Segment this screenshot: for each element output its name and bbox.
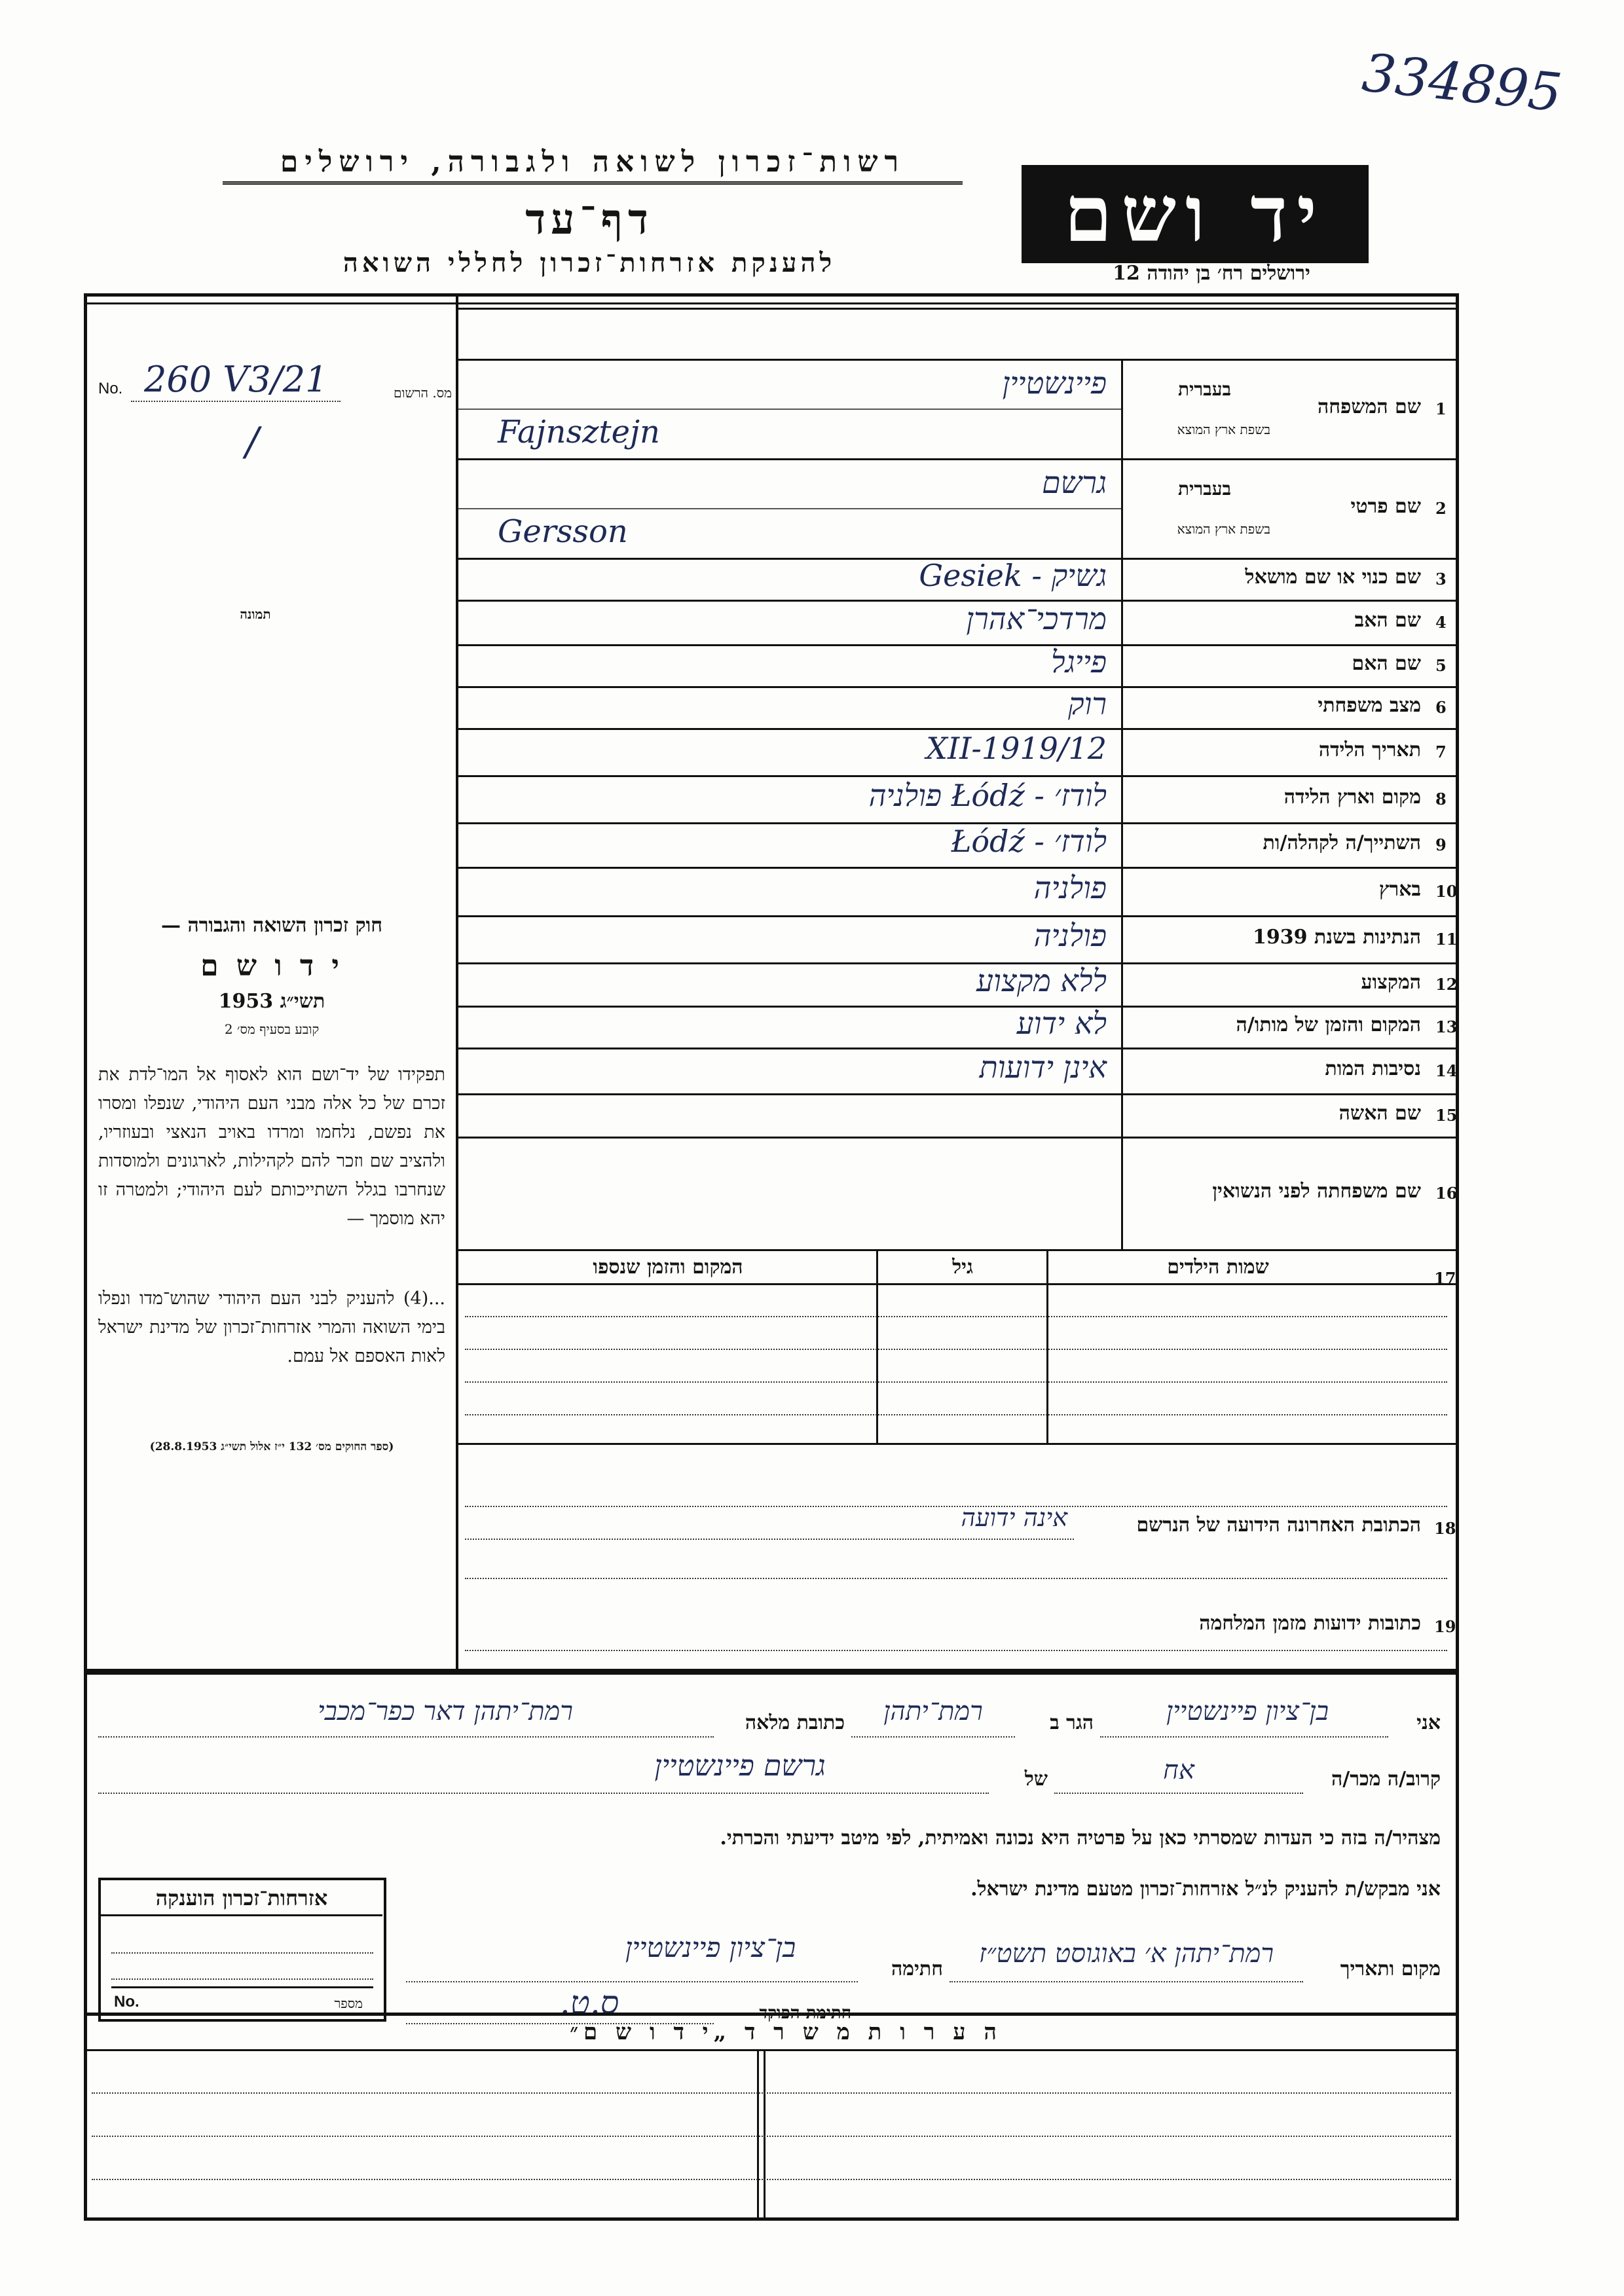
left-column-divider (456, 293, 458, 1672)
field-8-num: 8 (1435, 790, 1447, 809)
header-address: ירושלים רח׳ בן יהודה 12 (1113, 262, 1310, 285)
field-11-label: הנתינות בשנת 1939 (1252, 926, 1421, 949)
registration-mark: / (246, 419, 259, 465)
children-names-header: שמות הילדים (1167, 1256, 1269, 1279)
photo-label: תמונה (240, 606, 271, 622)
field-18-label: הכתובת האחרונה הידועה של הנרשם (1136, 1514, 1421, 1537)
place-date-value: רמת־יתהן א׳ באוגוסט תשט״ז (978, 1939, 1274, 1969)
law-paragraph-2: ...(4) להעניק לבני העם היהודי שהוש־מדו ונפלו בימי השואה והמרי אזרחות־זכרון של מדינת ישראל לאות האספם אל עמם. (98, 1288, 445, 1366)
field-13-num: 13 (1435, 1017, 1458, 1036)
field-6-label: מצב משפחתי (1318, 694, 1421, 717)
field-6-value: רוק (1068, 686, 1107, 721)
field-10-value: פולניה (1033, 870, 1107, 905)
children-num: 17 (1434, 1269, 1456, 1288)
field-2-sub-top: בעברית (1177, 478, 1231, 500)
law-name: י ד ו ש ם (200, 949, 343, 983)
field-4-num: 4 (1435, 613, 1447, 632)
field-5-num: 5 (1435, 656, 1447, 675)
field-2-sub-bottom: בשפת ארץ המוצא (1177, 521, 1270, 537)
field-14-rule (456, 1093, 1459, 1095)
signature-label: חתימה (891, 1958, 943, 1980)
resides-value: רמת־יתהן (883, 1696, 983, 1726)
field-5-label: שם האם (1352, 652, 1421, 675)
field-12-label: המקצוע (1361, 971, 1421, 994)
official-signature-value: ס.ט. (559, 1984, 619, 2022)
field-11-value: פולניה (1033, 918, 1107, 953)
field-12-num: 12 (1435, 975, 1458, 994)
law-clause: קובע בסעיף מס׳ 2 (224, 1021, 320, 1037)
law-source: (ספר החוקים מס׳ 132 י״ז אלול תשי״ג 28.8.1953) (149, 1440, 394, 1453)
field-14-label: נסיבות המות (1325, 1057, 1421, 1080)
law-year: תשי״ג 1953 (218, 990, 325, 1013)
field-10-rule (456, 915, 1459, 917)
official-signature-label: חתימת הפוקד (759, 2003, 851, 2023)
field-1-mid-rule (458, 409, 1121, 410)
field-1-value-hebrew: פיינשטיין (1002, 365, 1107, 401)
relation-value: אח (1163, 1755, 1194, 1785)
field-10-num: 10 (1435, 882, 1458, 901)
field-11-num: 11 (1435, 930, 1458, 949)
field-1-label: שם המשפחה (1317, 395, 1421, 418)
of-label: של (1024, 1768, 1048, 1791)
field-8-label: מקום וארץ הלידה (1283, 786, 1421, 809)
field-9-value: לודז׳ - Łódź (951, 824, 1107, 859)
field-2-value-hebrew: גרשם (1041, 465, 1107, 500)
field-1-num: 1 (1435, 399, 1447, 418)
children-age-header: גיל (952, 1256, 973, 1279)
field-13-label: המקום והזמן של מותו/ה (1236, 1013, 1421, 1036)
field-9-rule (456, 867, 1459, 869)
institution-name: רשות־זכרון לשואה ולגבורה, ירושלים (223, 145, 963, 185)
field-5-value: פייגל (1051, 644, 1107, 680)
field-7-num: 7 (1435, 742, 1447, 761)
field-6-rule (456, 728, 1459, 730)
citizenship-box-title: אזרחות־זכרון הוענקה (101, 1886, 382, 1916)
law-paragraph-1: תפקידו של יד־ושם הוא לאסוף אל המו־לדת את זכרם של כל אלה מבני העם היהודי, שנפלו ומסרו את נפשם, נלחמו ומרדו באויב הנאצי ובעוזריו, ולהציב שם וזכר להם לקהילות, לארגונים ולמוסדות שנחרבו בגלל השתייכותם לעם היהודי; ולמטרה זו יהא מוסמך — (98, 1065, 445, 1229)
field-9-num: 9 (1435, 835, 1447, 854)
field-14-num: 14 (1435, 1061, 1458, 1080)
field-3-value: גשיק - Gesiek (919, 558, 1107, 593)
field-1-sub-top: בעברית (1177, 378, 1231, 400)
citizenship-box-no: No. (114, 1993, 139, 2011)
field-18-num: 18 (1434, 1519, 1456, 1538)
citizenship-box-number-label: מספר (334, 1995, 363, 2011)
registration-number: 260 V3/21 (144, 359, 328, 400)
full-address-value: רמת־יתהן דאר כפר־מכבי (318, 1696, 573, 1726)
field-2-num: 2 (1435, 499, 1447, 518)
declarant-name: בן־ציון פיינשטיין (1166, 1696, 1329, 1726)
field-4-label: שם האב (1354, 609, 1421, 632)
form-subtitle: להענקת אזרחות־זכרון לחללי השואה (342, 247, 836, 278)
resides-label: הגר ב (1050, 1711, 1094, 1734)
registration-label: מס. הרשום (393, 385, 452, 401)
field-10-label: בארץ (1378, 878, 1421, 901)
field-13-value: לא ידוע (1016, 1006, 1107, 1041)
declaration-request: אני מבקש/ת להעניק לנ״ל אזרחות־זכרון מטעם מדינת ישראל. (970, 1878, 1441, 1901)
field-19-num: 19 (1434, 1617, 1456, 1636)
field-2-value-latin: Gersson (498, 513, 628, 550)
field-6-num: 6 (1435, 698, 1447, 717)
archive-number: 334895 (1359, 42, 1565, 124)
field-8-value: לודז׳ - Łódź פולניה (868, 778, 1107, 813)
of-value: גרשם פיינשטיין (654, 1749, 826, 1783)
signature-value: בן־ציון פיינשטיין (625, 1931, 796, 1963)
field-14-value: אינן ידועות (979, 1049, 1107, 1085)
field-7-label: תאריך הלידה (1318, 738, 1421, 761)
field-1-value-latin: Fajnsztejn (498, 414, 660, 450)
field-15-label: שם האשה (1338, 1102, 1421, 1125)
office-notes-title: ה ע ר ו ת מ ש ר ד „י ד ו ש ם״ (570, 2019, 1002, 2045)
relation-label: קרוב/ה מכר/ה (1331, 1768, 1441, 1791)
field-9-label: השתייך/ה לקהלה/ות (1263, 831, 1421, 854)
citizenship-box (98, 1878, 386, 2022)
field-3-label: שם כנוי או שם מושאל (1245, 566, 1421, 589)
field-18-value: אינה ידועה (961, 1503, 1067, 1532)
field-16-label: שם משפחתה לפני הנשואין (1212, 1180, 1421, 1203)
place-date-label: מקום ותאריך (1340, 1958, 1441, 1980)
field-7-value: 12/XII-1919 (926, 731, 1107, 766)
field-3-num: 3 (1435, 570, 1447, 589)
field-1-rule (456, 458, 1459, 460)
registration-no-label: No. (98, 380, 123, 397)
field-19-label: כתובות ידועות מזמן המלחמה (1199, 1612, 1421, 1635)
field-2-mid-rule (458, 508, 1121, 509)
field-7-rule (456, 775, 1459, 777)
declaration-statement: מצהיר/ה בזה כי העדות שמסרתי כאן על פרטיה היא נכונה ואמיתית, לפי מיטב ידיעתי והכרתי. (720, 1827, 1441, 1850)
field-15-num: 15 (1435, 1106, 1458, 1125)
field-15-rule (456, 1137, 1459, 1139)
field-16-num: 16 (1435, 1184, 1458, 1203)
field-2-label: שם פרטי (1350, 495, 1421, 518)
full-address-label: כתובת מלאה (745, 1711, 845, 1734)
yad-vashem-logo: יד ושם (1022, 165, 1369, 263)
field-12-value: ללא מקצוע (976, 963, 1107, 998)
form-title: דף־עד (525, 195, 654, 244)
ani-label: אני (1416, 1711, 1441, 1734)
children-place-header: המקום והזמן שנספו (593, 1256, 743, 1279)
law-title: חוק זכרון השואה והגבורה — (161, 914, 382, 937)
field-1-sub-bottom: בשפת ארץ המוצא (1177, 422, 1270, 437)
field-4-value: מרדכי־אהרן (966, 601, 1107, 636)
